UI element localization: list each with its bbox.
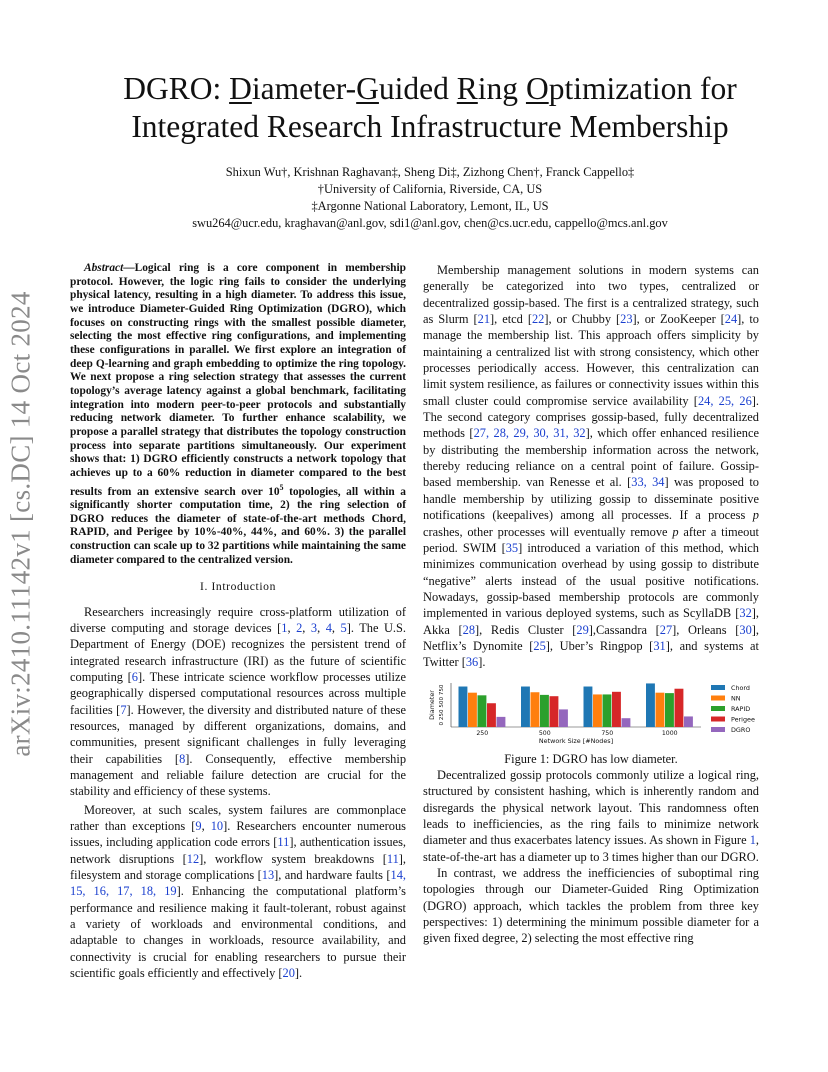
- text-run: ]. The second category comprises gossip-based, fully decentralized methods [: [423, 393, 759, 441]
- math-variable-p: p: [752, 508, 759, 523]
- citation-link[interactable]: 10: [210, 819, 224, 834]
- bar-chord-750: [584, 686, 593, 726]
- text-run: Moreover, at such scales, system failures are commonplace rather than exceptions [: [70, 802, 406, 834]
- title-acronym-d: D: [229, 71, 252, 106]
- citation-link[interactable]: 6: [131, 669, 138, 684]
- citation-link[interactable]: 5: [340, 620, 347, 635]
- legend-swatch-rapid: [711, 706, 725, 711]
- bar-chord-250: [459, 686, 468, 726]
- title-word-guided: uided: [378, 71, 457, 106]
- figure-reference-link[interactable]: 1: [749, 833, 756, 848]
- text-run: ]. Enhancing the computational platform’s performance and resilience making it fault-tolerant, robust against a variety of workloads and environmental conditions, and adaptable to changes in workloads, resource availability, and connectivity is crucial for enabling researchers to pursue their scientific goals efficiently and effectively [: [70, 884, 406, 981]
- title-acronym-g: G: [356, 71, 379, 106]
- legend-swatch-nn: [711, 695, 725, 700]
- bar-dgro-750: [622, 718, 631, 727]
- text-run: ]. Consequently, effective membership management and reliable failure detection are crucial for the stability and efficiency of these systems.: [70, 751, 407, 799]
- legend-label-perigee: Perigee: [731, 715, 755, 724]
- text-run: ], or ZooKeeper [: [632, 312, 725, 327]
- text-run: ], or Chubby [: [544, 312, 621, 327]
- text-run: ] was proposed to handle membership by utilizing gossip to disseminate positive notifications (keepalives) among all processes. If a process: [423, 475, 759, 523]
- bar-rapid-250: [478, 695, 487, 727]
- right-column: [423, 262, 759, 947]
- text-run: ], Redis Cluster [: [475, 622, 577, 637]
- text-run: ], filesystem and storage complications [: [70, 851, 407, 883]
- x-tick-label: 750: [601, 729, 614, 737]
- membership-paragraph: [423, 262, 759, 671]
- text-run: crashes, other processes will eventually remove: [423, 524, 673, 539]
- text-run: ].: [478, 655, 486, 670]
- bar-perigee-250: [487, 703, 496, 727]
- bar-dgro-250: [497, 716, 506, 726]
- intro-paragraph-1: Researchers increasingly require cross-platform utilization of diverse computing and storage devices [1, 2, 3, 4, 5]. The U.S. Department of Energy (DOE) recognizes the persistent trend of integrated research infrastructure (IRI) as the future of scientific computing [6]. These intricate science workflow processes utilize geographically dispersed computational resources across multiple facilities [7]. However, the diversity and distributed nature of these resources, managed by different organizations, domains, and communities, present significant challenges in fully leveraging their capabilities [8]. Consequently, effective membership management and reliable failure detection are crucial for the stability and efficiency of these systems.: [70, 604, 407, 799]
- citation-link[interactable]: 3: [310, 620, 318, 635]
- x-tick-label: 500: [538, 729, 551, 737]
- text-run: Decentralized gossip protocols commonly utilize a logical ring, structured by consistent hashing, which is inherently random and disregards the physical network layout. This randomness often leads to inefficiencies, as the ring fails to minimize network diameter and thus exacerbates latency issues. As shown in Figure: [423, 767, 759, 848]
- text-run: ], and hardware faults [: [274, 868, 391, 883]
- text-run: ]. The U.S. Department of Energy (DOE) recognizes the persistent trend of integrated research infrastructure (IRI) as the future of scientific computing [: [70, 620, 407, 684]
- affiliation-ucr: †University of California, Riverside, CA, US: [317, 182, 543, 196]
- author-emails: swu264@ucr.edu, kraghavan@anl.gov, sdi1@anl.gov, chen@cs.ucr.edu, cappello@mcs.anl.gov: [192, 216, 668, 230]
- citation-link[interactable]: 20: [282, 966, 295, 981]
- x-tick-label: 1000: [661, 729, 678, 737]
- text-run: ], Orleans [: [672, 622, 740, 637]
- title-word-diameter: iameter-: [251, 71, 357, 106]
- legend-label-nn: NN: [731, 694, 741, 703]
- text-run: , state-of-the-art has a diameter up to 3 times higher than our DGRO.: [423, 833, 759, 864]
- text-run: ], authentication issues, network disruptions [: [70, 835, 406, 866]
- math-variable-p: p: [672, 524, 679, 539]
- text-run: ], workflow system breakdowns [: [199, 851, 387, 866]
- citation-link[interactable]: 7: [120, 702, 127, 717]
- abstract-text: —Logical ring is a core component in membership protocol. However, the logic ring fails to consider the underlying physical latency, resulting in a high diameter. To address this issue, we introduce Diameter-Guided Ring Optimization (DGRO), which focuses on constructing rings with the smallest possible diameter, selecting the most effective ring configurations, and implementing these configurations in parallel. We first explore an integration of deep Q-learning and graph embedding to optimize the ring topology. We next propose a ring selection strategy that assesses the current topology’s average latency against a global benchmark, facilitating integration into modern peer-to-peer protocols and substantially reducing network diameter. To further enhance scalability, we propose a parallel strategy that distributes the topology construction process into separate partitions simultaneously. Our experiment shows that: 1) DGRO efficiently constructs a network topology that achieves up to a 60% reduction in diameter compared to the best results from an extensive search over 10: [70, 262, 406, 498]
- y-axis-label: Diameter: [428, 689, 436, 720]
- citation-link-group[interactable]: 27, 28, 29, 30, 31, 32: [473, 426, 586, 441]
- text-run: ].: [294, 966, 303, 981]
- citation-link[interactable]: 24: [724, 312, 738, 327]
- text-run: ], and systems at Twitter [: [423, 638, 759, 670]
- citation-link-group[interactable]: 14, 15, 16, 17, 18, 19: [70, 868, 406, 899]
- abstract-exponent: 5: [279, 482, 284, 492]
- citation-link[interactable]: 28: [462, 622, 476, 637]
- citation-link[interactable]: 2: [296, 620, 303, 635]
- citation-link[interactable]: 25: [533, 638, 546, 653]
- text-run: ]. These intricate science workflow processes utilize geographically dispersed computational resources across multiple facilities [: [70, 669, 406, 717]
- citation-link[interactable]: 9: [195, 819, 202, 834]
- intro-paragraph-2: Moreover, at such scales, system failures are commonplace rather than exceptions [9, 10]. Researchers encounter numerous issues, including application code errors [11], authentication issues, network disruptions [12], workflow system breakdowns [11], filesystem and storage complications [13], and hardware faults [14, 15, 16, 17, 18, 19]. Enhancing the computational platform’s performance and resilience making it fault-tolerant, robust against a variety of workloads and environmental conditions, and adaptable to changes in workloads, resource availability, and connectivity is crucial for enabling researchers to pursue their scientific goals efficiently and effectively [20].: [70, 802, 407, 981]
- citation-link[interactable]: 12: [186, 851, 200, 866]
- text-run: ]. However, the diversity and distributed nature of these resources, managed by different organizations, domains, and communities, present significant challenges in fully leveraging their capabilities [: [70, 702, 406, 766]
- citation-link-group[interactable]: 33, 34: [631, 475, 665, 490]
- abstract-text-cont: topologies, all within a significantly shorter computation time, 2) the ring selection of DGRO reduces the diameter of state-of-the-art methods Chord, RAPID, and Perigee by 10%-40%, 44%, and 60%. 3) the parallel construction can scale up to 32 partitions while maintaining the same diameter compared to the centralized version.: [70, 485, 406, 566]
- author-list: Shixun Wu†, Krishnan Raghavan‡, Sheng Di‡, Zizhong Chen†, Franck Cappello‡: [225, 165, 635, 179]
- title-line-1: [60, 70, 800, 108]
- text-run: ], etcd [: [490, 312, 532, 327]
- section-heading-introduction: I. Introduction: [200, 580, 276, 594]
- bar-dgro-500: [559, 709, 568, 727]
- x-axis-label: Network Size [#Nodes]: [538, 736, 614, 745]
- paper-title: [60, 70, 800, 146]
- bar-rapid-1000: [665, 693, 674, 727]
- figure-1-caption: Figure 1: DGRO has low diameter.: [504, 751, 678, 766]
- text-run: ], Netflix’s Dynomite [: [423, 622, 759, 653]
- author-block: [60, 164, 800, 232]
- bar-perigee-1000: [675, 688, 684, 726]
- bar-rapid-500: [540, 694, 549, 726]
- title-prefix: DGRO:: [123, 71, 230, 106]
- bar-chart: [423, 681, 759, 749]
- affiliation-anl: ‡Argonne National Laboratory, Lemont, IL, US: [311, 199, 549, 213]
- citation-link[interactable]: 32: [739, 606, 752, 621]
- title-acronym-o: O: [525, 71, 549, 106]
- text-run: ], to manage the membership list. This approach offers simplicity by maintaining a centralized list with strong consistency, which other processes periodically access. However, this centralization can limit system resilience, as failures or connectivity issues within this small cluster could compromise service availability [: [423, 312, 759, 408]
- legend-swatch-dgro: [711, 727, 725, 732]
- citation-link[interactable]: 22: [531, 312, 545, 327]
- citation-link[interactable]: 36: [465, 655, 479, 670]
- legend-label-rapid: RAPID: [731, 704, 751, 713]
- citation-link[interactable]: 27: [659, 622, 673, 637]
- citation-link[interactable]: 29: [576, 622, 589, 637]
- legend-label-dgro: DGRO: [731, 725, 751, 734]
- bar-nn-250: [468, 692, 477, 726]
- citation-link[interactable]: 35: [505, 540, 519, 555]
- abstract-label: Abstract: [84, 262, 124, 274]
- text-run: ], which offer enhanced resilience by distributing the membership information across the network, thereby reducing reliance on a central point of failure. Gossip-based membership. van Renesse et al. [: [423, 426, 759, 490]
- bar-chord-500: [521, 686, 530, 726]
- legend-label-chord: Chord: [731, 683, 750, 692]
- bar-perigee-500: [550, 696, 559, 727]
- abstract: [70, 262, 406, 567]
- text-run: Researchers increasingly require cross-platform utilization of diverse computing and storage devices [: [70, 604, 406, 635]
- y-tick-labels: 0 250 500 750: [439, 684, 445, 726]
- figure-1-diameter-chart: [423, 681, 759, 749]
- citation-link[interactable]: 30: [739, 622, 752, 637]
- bar-chord-1000: [646, 683, 655, 727]
- bar-nn-500: [531, 692, 540, 727]
- text-run: ], Uber’s Ringpop [: [545, 638, 654, 653]
- bar-rapid-750: [603, 694, 612, 727]
- bar-dgro-1000: [684, 716, 693, 727]
- text-run: Membership management solutions in modern systems can generally be categorized into two types, centralized or decentralized gossip-based. The first is a centralized strategy, such as Slurm [: [423, 263, 759, 327]
- dgro-approach-paragraph: In contrast, we address the inefficiencies of suboptimal ring topologies through our Diameter-Guided Ring Optimization (DGRO) approach, which tackles the problem from three key perspectives: 1) determining the minimum possible diameter for a given fixed degree, 2) selecting the most effective ring: [423, 866, 759, 946]
- citation-link[interactable]: 13: [261, 868, 275, 883]
- bar-nn-750: [593, 694, 602, 727]
- title-line-2: Integrated Research Infrastructure Membership: [131, 109, 729, 144]
- legend-swatch-perigee: [711, 716, 725, 721]
- text-run: after a timeout period. SWIM [: [423, 524, 759, 555]
- bar-nn-1000: [656, 692, 665, 726]
- decentralized-paragraph: [423, 767, 759, 865]
- text-run: ] introduced a variation of this method, which minimizes communication overhead by using gossip to distribute “negative” alerts instead of the usual positive notifications. Nowadays, gossip-based membership protocols are commonly implemented in various deployed systems, such as ScyllaDB [: [423, 540, 759, 621]
- left-column: [70, 262, 406, 981]
- text-run: ]. Researchers encounter numerous issues, including application code errors [: [70, 819, 406, 850]
- title-word-ring: ing: [477, 71, 526, 106]
- bar-perigee-750: [612, 691, 621, 726]
- citation-link-group[interactable]: 24, 25, 26: [697, 393, 752, 408]
- citation-link[interactable]: 11: [277, 835, 290, 850]
- text-run: ], Akka [: [423, 606, 759, 637]
- text-run: ],Cassandra [: [588, 622, 660, 637]
- x-tick-label: 250: [476, 729, 489, 737]
- citation-link[interactable]: 21: [477, 312, 491, 327]
- citation-link[interactable]: 1: [281, 620, 288, 635]
- citation-link[interactable]: 11: [386, 851, 399, 866]
- citation-link[interactable]: 8: [179, 751, 186, 766]
- legend-swatch-chord: [711, 685, 725, 690]
- citation-link[interactable]: 4: [325, 620, 332, 635]
- arxiv-identifier-stamp: arXiv:2410.11142v1 [cs.DC] 14 Oct 2024: [5, 291, 36, 757]
- citation-link[interactable]: 31: [653, 638, 666, 653]
- title-word-optimization: ptimization for: [548, 71, 737, 106]
- citation-link[interactable]: 23: [620, 312, 633, 327]
- title-acronym-r: R: [456, 71, 478, 106]
